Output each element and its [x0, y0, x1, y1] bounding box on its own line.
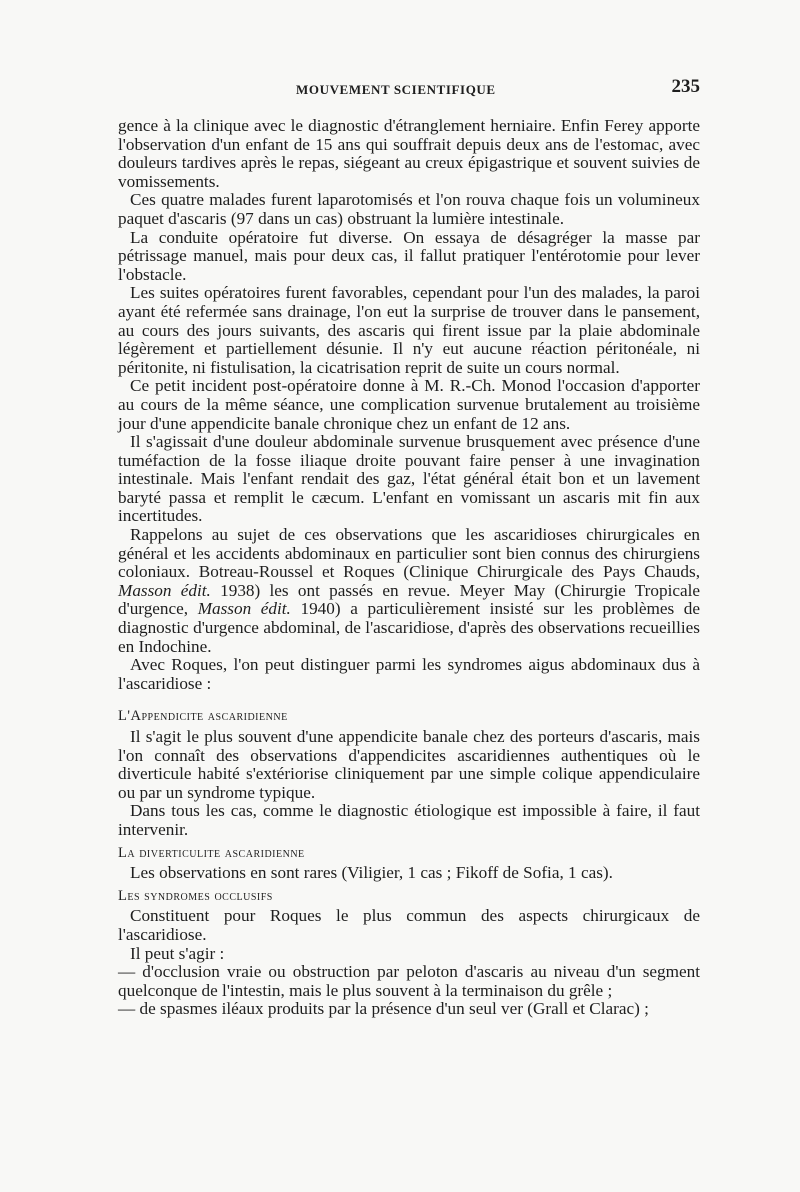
paragraph: Les observations en sont rares (Viligier, 1 cas ; Fikoff de Sofia, 1 cas).: [130, 863, 613, 883]
section-heading: L'Appendicite ascaridienne: [118, 708, 288, 725]
paragraph: [118, 526, 700, 656]
paragraph: gence à la clinique avec le diagnostic d'étranglement herniaire. Enfin Ferey apporte l'observation d'un enfant de 15 ans qui souffrait depuis deux ans de l'estomac, avec douleurs tardives après le repas, siégeant au creux épigastrique et souvent suivies de vomissements.: [118, 116, 700, 191]
publisher-citation: Masson édit.: [118, 580, 211, 600]
text-run: 1940) a particulièrement insisté sur les problèmes de diagnostic d'urgence abdominal, de l'ascaridiose, d'après des observations recueillies en Indochine.: [118, 599, 700, 656]
paragraph: Ces quatre malades furent laparotomisés et l'on rouva chaque fois un volumineux paquet d'ascaris (97 dans un cas) obstruant la lumière intestinale.: [118, 190, 700, 228]
page-number: 235: [671, 76, 700, 97]
paragraph: Il s'agit le plus souvent d'une appendicite banale chez des porteurs d'ascaris, mais l'on connaît des observations d'appendicites ascaridiennes authentiques où le diverticule habité s'extériorise cliniquement par une simple colique appendiculaire ou par un syndrome typique.: [118, 727, 700, 802]
section-heading: La diverticulite ascaridienne: [118, 844, 305, 861]
publisher-citation: Masson édit.: [197, 599, 291, 619]
paragraph: Il s'agissait d'une douleur abdominale survenue brusquement avec présence d'une tuméfaction de la fosse iliaque droite pouvant faire penser à une invagination intestinale. Mais l'enfant rendait des gaz, l'état général était bon et un lavement baryté passa et remplit le cæcum. L'enfant en vomissant un ascaris mit fin aux incertitudes.: [118, 432, 700, 526]
paragraph: Avec Roques, l'on peut distinguer parmi les syndromes aigus abdominaux dus à l'ascaridiose :: [118, 655, 700, 693]
paragraph: Dans tous les cas, comme le diagnostic étiologique est impossible à faire, il faut intervenir.: [118, 801, 700, 839]
paragraph: La conduite opératoire fut diverse. On essaya de désagréger la masse par pétrissage manuel, mais pour deux cas, il fallut pratiquer l'entérotomie pour lever l'obstacle.: [118, 227, 700, 284]
paragraph: Constituent pour Roques le plus commun des aspects chirurgicaux de l'ascaridiose.: [118, 906, 700, 944]
text-run: 1938) les ont passés en revue. Meyer May (Chirurgie Tropicale d'urgence,: [118, 580, 701, 619]
list-item: — de spasmes iléaux produits par la présence d'un seul ver (Grall et Clarac) ;: [118, 999, 649, 1019]
running-head: MOUVEMENT SCIENTIFIQUE: [296, 82, 496, 97]
text-run: Rappelons au sujet de ces observations que les ascaridioses chirurgicales en général et les accidents abdominaux en particulier sont bien connus des chirurgiens coloniaux. Botreau-Roussel et Roques (Clinique Chirurgicale des Pays Chauds,: [118, 525, 700, 582]
list-item: — d'occlusion vraie ou obstruction par peloton d'ascaris au niveau d'un segment quelconque de l'intestin, mais le plus souvent à la terminaison du grêle ;: [118, 962, 700, 1000]
paragraph: Il peut s'agir :: [130, 943, 225, 963]
body-text: [118, 117, 700, 1019]
page-header: [118, 76, 700, 100]
section-heading: Les syndromes occlusifs: [118, 887, 273, 904]
paragraph: Les suites opératoires furent favorables, cependant pour l'un des malades, la paroi ayant été refermée sans drainage, l'on eut la surprise de trouver dans le pansement, au cours des jours suivants, des ascaris qui firent issue par la plaie abdominale légèrement et partiellement désunie. Il n'y eut aucune réaction péritonéale, ni péritonite, ni fistulisation, la cicatrisation reprit de suite un cours normal.: [118, 283, 700, 377]
paragraph: Ce petit incident post-opératoire donne à M. R.-Ch. Monod l'occasion d'apporter au cours de la même séance, une complication survenue brutalement au troisième jour d'une appendicite banale chronique chez un enfant de 12 ans.: [118, 376, 700, 433]
